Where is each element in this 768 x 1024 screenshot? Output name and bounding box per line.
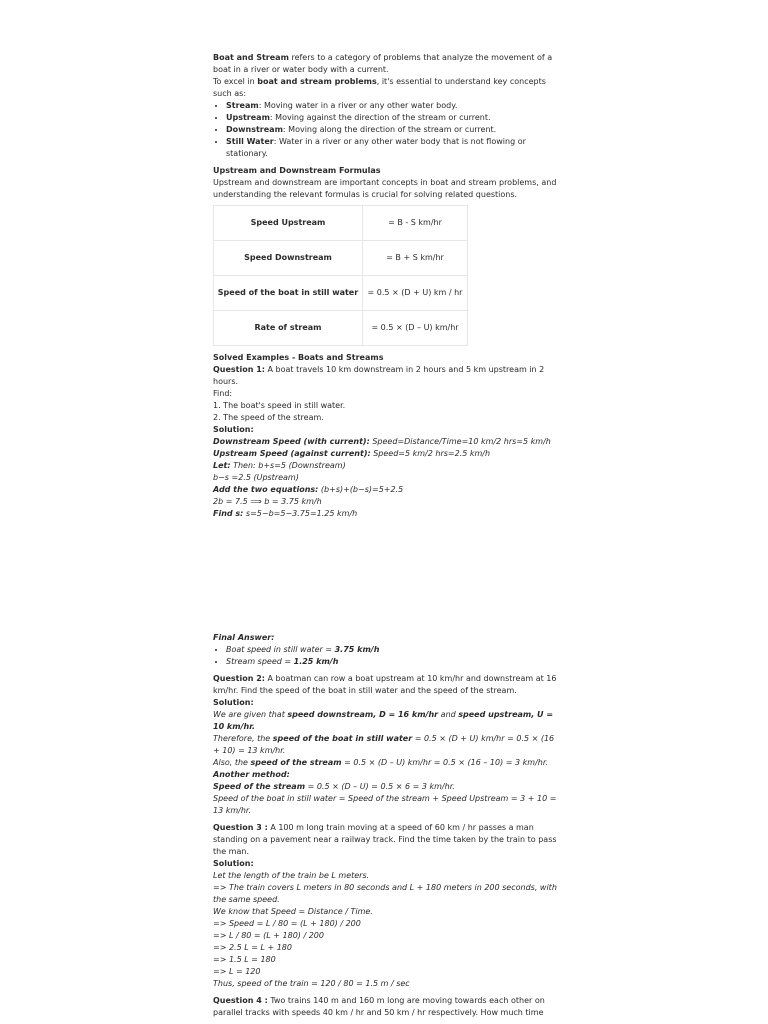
list-item: • Upstream: Moving against the direction of the stream or current.: [226, 112, 558, 124]
q2-step: Therefore, the speed of the boat in still water = 0.5 × (D + U) km/hr = 0.5 × (16 + 10) = 13 km/hr.: [213, 734, 555, 755]
q1-step: Find s: s=5−b=5−3.75=1.25 km/h: [213, 509, 358, 518]
q1-item: 1. The boat's speed in still water.: [213, 401, 346, 410]
q3-step: => Speed = L / 80 = (L + 180) / 200: [213, 919, 361, 928]
question-3: Question 3 : A 100 m long train moving at a speed of 60 km / hr passes a man standing on a pavement near a railway track. Find the time taken by the train to pass the man.: [213, 823, 557, 856]
document-page: [213, 52, 558, 1019]
q1-step: Add the two equations: (b+s)+(b−s)=5+2.5: [213, 485, 404, 494]
q1-solution-label: Solution:: [213, 425, 254, 434]
table-row: [214, 241, 468, 276]
q3-step: => The train covers L meters in 80 seconds and L + 180 meters in 200 seconds, with the same speed.: [213, 883, 557, 904]
q3-step: => 2.5 L = L + 180: [213, 943, 292, 952]
formula-table: [213, 205, 468, 346]
examples-heading: Solved Examples - Boats and Streams: [213, 353, 384, 362]
table-cell-name: Speed Upstream: [214, 206, 363, 241]
q1-item: 2. The speed of the stream.: [213, 413, 324, 422]
table-row: [214, 311, 468, 346]
q3-solution-label: Solution:: [213, 859, 254, 868]
table-cell-formula: = 0.5 × (D + U) km / hr: [363, 276, 468, 311]
table-cell-name: Speed of the boat in still water: [214, 276, 363, 311]
q3-step: We know that Speed = Distance / Time.: [213, 907, 373, 916]
question-2: Question 2: A boatman can row a boat upstream at 10 km/hr and downstream at 16 km/hr. Find the speed of the boat in still water and the speed of the stream.: [213, 674, 557, 695]
formulas-heading: Upstream and Downstream Formulas: [213, 166, 381, 175]
list-item: • Downstream: Moving along the direction of the stream or current.: [226, 124, 558, 136]
table-row: [214, 206, 468, 241]
q3-step: => L = 120: [213, 967, 261, 976]
table-cell-name: Speed Downstream: [214, 241, 363, 276]
final-answer-label: Final Answer:: [213, 633, 275, 642]
q2-solution-label: Solution:: [213, 698, 254, 707]
q1-step: 2b = 7.5 ⟹ b = 3.75 km/h: [213, 497, 322, 506]
list-item: • Still Water: Water in a river or any other water body that is not flowing or stationary.: [226, 136, 558, 160]
q3-step: Thus, speed of the train = 120 / 80 = 1.5 m / sec: [213, 979, 410, 988]
intro-paragraph: Boat and Stream refers to a category of problems that analyze the movement of a boat in a river or water body with a current.: [213, 53, 553, 74]
concept-list: [213, 100, 558, 160]
q1-step: b−s =2.5 (Upstream): [213, 473, 299, 482]
q3-step: => L / 80 = (L + 180) / 200: [213, 931, 324, 940]
question-1: Question 1: A boat travels 10 km downstream in 2 hours and 5 km upstream in 2 hours.: [213, 365, 545, 386]
q1-step: Upstream Speed (against current): Speed=5 km/2 hrs=2.5 km/h: [213, 449, 491, 458]
table-row: [214, 276, 468, 311]
q3-step: => 1.5 L = 180: [213, 955, 276, 964]
q2-step: We are given that speed downstream, D = 16 km/hr and speed upstream, U = 10 km/hr.: [213, 710, 554, 731]
q1-step: Downstream Speed (with current): Speed=Distance/Time=10 km/2 hrs=5 km/h: [213, 437, 551, 446]
question-4: Question 4 : Two trains 140 m and 160 m long are moving towards each other on parallel tracks with speeds 40 km / hr and 50 km / hr respectively. How much time: [213, 996, 545, 1017]
q3-step: Let the length of the train be L meters.: [213, 871, 370, 880]
table-cell-formula: = B + S km/hr: [363, 241, 468, 276]
table-cell-formula: = B - S km/hr: [363, 206, 468, 241]
list-item: • Stream speed = 1.25 km/h: [226, 656, 558, 668]
intro-title: Boat and Stream: [213, 53, 289, 62]
final-answer-list: [213, 644, 558, 668]
q2-step: Speed of the stream = 0.5 × (D – U) = 0.5 × 6 = 3 km/hr.: [213, 782, 455, 791]
q2-step: Also, the speed of the stream = 0.5 × (D – U) km/hr = 0.5 × (16 – 10) = 3 km/hr.: [213, 758, 548, 767]
table-cell-formula: = 0.5 × (D – U) km/hr: [363, 311, 468, 346]
q2-step: Another method:: [213, 770, 290, 779]
formulas-desc: Upstream and downstream are important concepts in boat and stream problems, and understanding the relevant formulas is crucial for solving related questions.: [213, 178, 557, 199]
blank-space: [213, 520, 558, 632]
intro-paragraph-2: To excel in boat and stream problems, it's essential to understand key concepts such as:: [213, 77, 546, 98]
list-item: • Boat speed in still water = 3.75 km/h: [226, 644, 558, 656]
q2-step: Speed of the boat in still water = Speed of the stream + Speed Upstream = 3 + 10 = 13 km/hr.: [213, 794, 557, 815]
q1-find: Find:: [213, 389, 233, 398]
list-item: • Stream: Moving water in a river or any other water body.: [226, 100, 558, 112]
q1-step: Let: Then: b+s=5 (Downstream): [213, 461, 346, 470]
table-cell-name: Rate of stream: [214, 311, 363, 346]
